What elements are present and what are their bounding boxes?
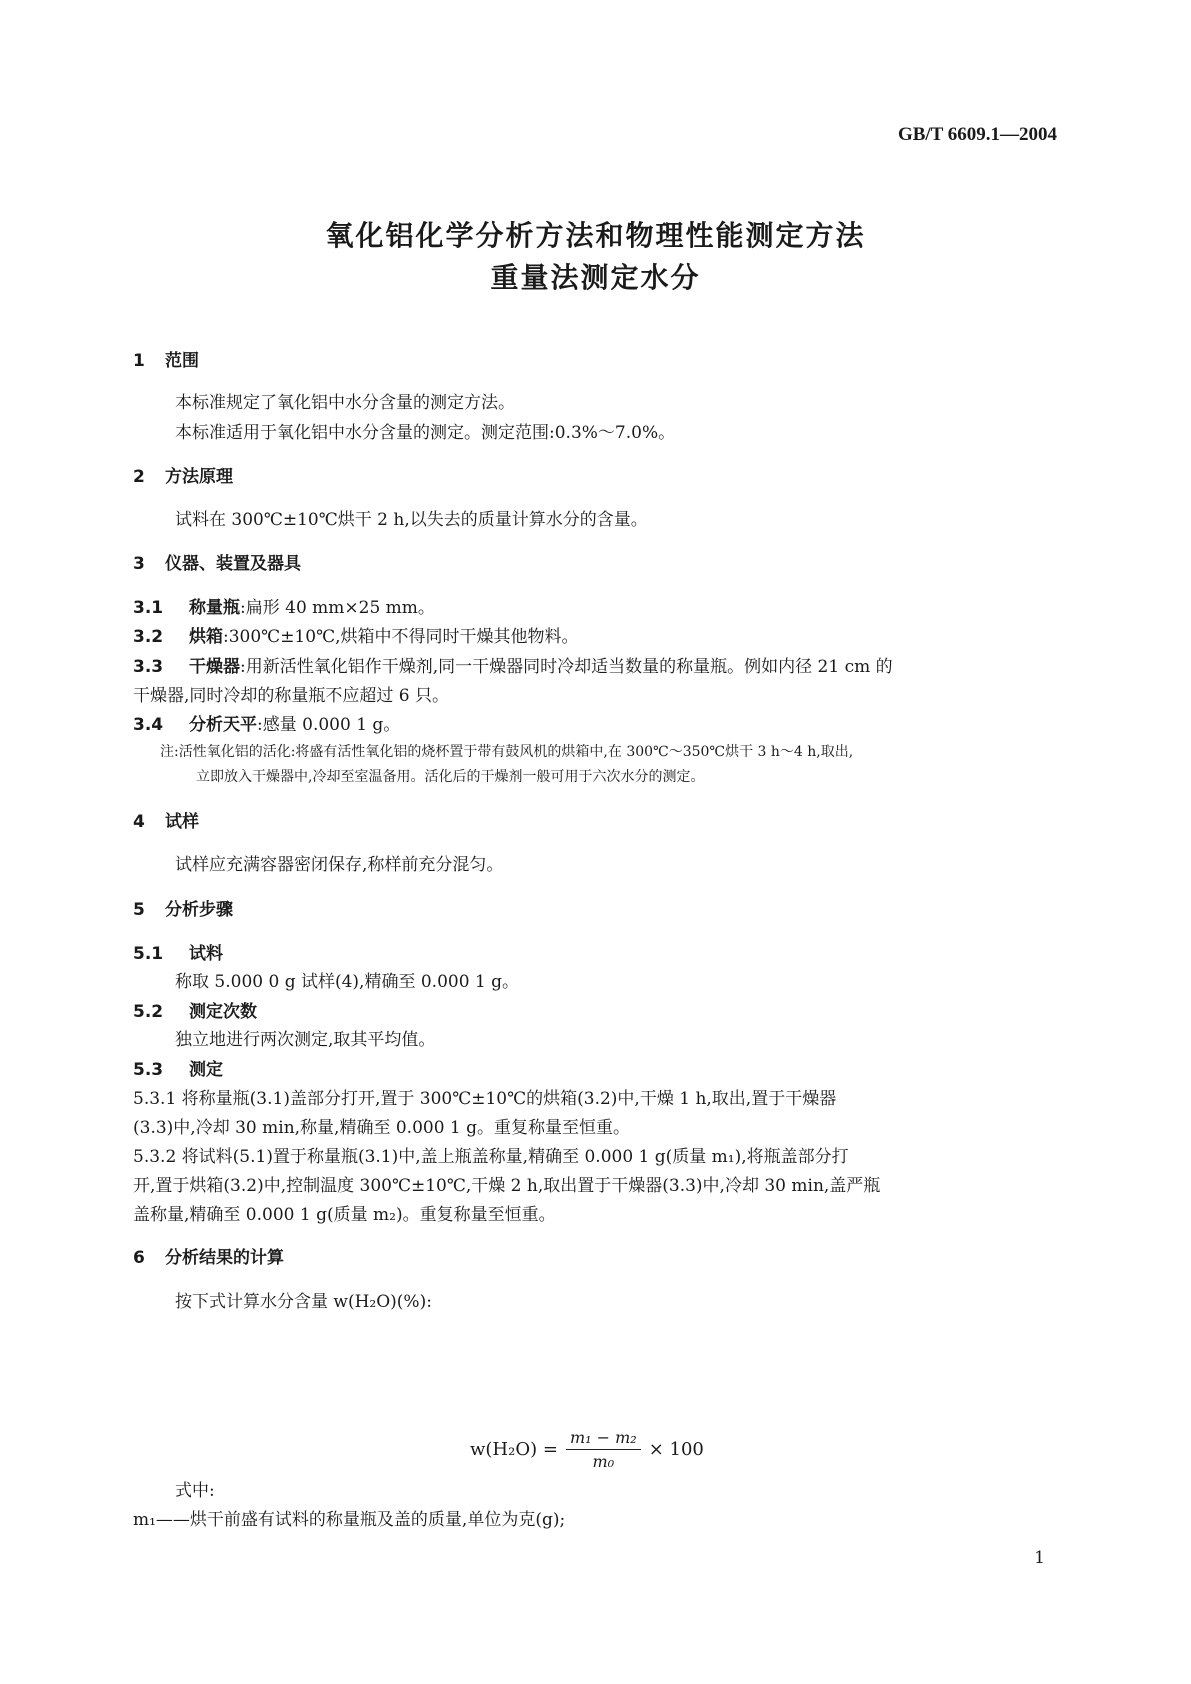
formula-lhs: w(H₂O) = xyxy=(470,1439,558,1460)
section-number: 6 xyxy=(133,1248,145,1268)
clause-5-3-1-continued: (3.3)中,冷却 30 min,称量,精确至 0.000 1 g。重复称量至恒重。 xyxy=(133,1118,631,1138)
formula-denominator: m₀ xyxy=(592,1452,615,1471)
clause-3-1 xyxy=(133,593,1058,618)
clause-text: :扁形 40 mm×25 mm。 xyxy=(240,598,435,618)
clause-term: 称量瓶 xyxy=(189,598,240,618)
paragraph: 试料在 300℃±10℃烘干 2 h,以失去的质量计算水分的含量。 xyxy=(175,510,648,530)
clause-5-1-heading xyxy=(133,939,1058,964)
section-title: 分析结果的计算 xyxy=(165,1248,284,1268)
note-continued: 立即放入干燥器中,冷却至室温备用。活化后的干燥剂一般可用于六次水分的测定。 xyxy=(196,769,705,785)
paragraph: 本标准规定了氧化铝中水分含量的测定方法。 xyxy=(175,393,515,413)
section-5-heading xyxy=(133,895,233,920)
clause-number: 5.2 xyxy=(133,1002,164,1022)
paragraph: 称取 5.000 0 g 试样(4),精确至 0.000 1 g。 xyxy=(175,972,520,992)
section-title: 范围 xyxy=(165,351,199,371)
paragraph: 式中: xyxy=(175,1481,215,1501)
clause-term: 测定次数 xyxy=(189,1002,257,1022)
clause-number: 5.3 xyxy=(133,1060,164,1080)
clause-text: :用新活性氧化铝作干燥剂,同一干燥器同时冷却适当数量的称量瓶。例如内径 21 cm 的 xyxy=(240,657,893,677)
section-number: 4 xyxy=(133,812,145,832)
formula xyxy=(470,1428,704,1471)
clause-term: 测定 xyxy=(189,1060,223,1080)
section-3-heading xyxy=(133,549,301,574)
page-number: 1 xyxy=(1034,1548,1045,1568)
section-2-heading xyxy=(133,462,233,487)
clause-number: 3.4 xyxy=(133,715,164,735)
section-title: 试样 xyxy=(165,812,199,832)
page-subtitle: 重量法测定水分 xyxy=(490,261,701,294)
section-4-heading xyxy=(133,807,199,832)
paragraph: 本标准适用于氧化铝中水分含量的测定。测定范围:0.3%～7.0%。 xyxy=(175,423,676,443)
standard-number: GB/T 6609.1—2004 xyxy=(897,124,1057,145)
clause-number: 3.3 xyxy=(133,657,164,677)
note: 注:活性氧化铝的活化:将盛有活性氧化铝的烧杯置于带有鼓风机的烘箱中,在 300℃～350℃烘干 3 h～4 h,取出, xyxy=(160,744,854,760)
clause-term: 干燥器 xyxy=(189,657,240,677)
section-1-heading xyxy=(133,346,199,371)
section-6-heading xyxy=(133,1243,284,1268)
page-title: 氧化铝化学分析方法和物理性能测定方法 xyxy=(325,219,866,252)
section-title: 仪器、装置及器具 xyxy=(165,554,301,574)
clause-3-4 xyxy=(133,710,1058,735)
section-number: 5 xyxy=(133,900,145,920)
section-title: 方法原理 xyxy=(165,467,233,487)
formula-numerator: m₁ − m₂ xyxy=(566,1428,641,1450)
clause-5-3-2: 5.3.2 将试料(5.1)置于称量瓶(3.1)中,盖上瓶盖称量,精确至 0.000 1 g(质量 m₁),将瓶盖部分打 xyxy=(133,1147,849,1167)
clause-text: :300℃±10℃,烘箱中不得同时干燥其他物料。 xyxy=(223,627,579,647)
section-title: 分析步骤 xyxy=(165,900,233,920)
clause-number: 5.1 xyxy=(133,944,164,964)
paragraph: 试样应充满容器密闭保存,称样前充分混匀。 xyxy=(175,855,504,875)
clause-5-3-2-continued: 开,置于烘箱(3.2)中,控制温度 300℃±10℃,干燥 2 h,取出置于干燥器(3.3)中,冷却 30 min,盖严瓶 xyxy=(133,1176,881,1196)
clause-5-3-heading xyxy=(133,1055,1058,1080)
clause-term: 试料 xyxy=(189,944,223,964)
variable-definition: m₁——烘干前盛有试料的称量瓶及盖的质量,单位为克(g); xyxy=(133,1510,566,1530)
clause-3-3-continued: 干燥器,同时冷却的称量瓶不应超过 6 只。 xyxy=(133,686,450,706)
clause-5-2-heading xyxy=(133,997,1058,1022)
paragraph: 独立地进行两次测定,取其平均值。 xyxy=(175,1030,436,1050)
clause-term: 烘箱 xyxy=(189,627,223,647)
clause-number: 3.2 xyxy=(133,627,164,647)
clause-term: 分析天平 xyxy=(189,715,257,735)
paragraph: 按下式计算水分含量 w(H₂O)(%): xyxy=(175,1292,432,1312)
section-number: 1 xyxy=(133,351,145,371)
clause-3-2 xyxy=(133,622,1058,647)
formula-fraction xyxy=(566,1428,641,1471)
clause-5-3-1: 5.3.1 将称量瓶(3.1)盖部分打开,置于 300℃±10℃的烘箱(3.2)中,干燥 1 h,取出,置于干燥器 xyxy=(133,1089,837,1109)
section-number: 2 xyxy=(133,467,145,487)
clause-3-3 xyxy=(133,652,1058,677)
clause-5-3-2-continued: 盖称量,精确至 0.000 1 g(质量 m₂)。重复称量至恒重。 xyxy=(133,1205,556,1225)
section-number: 3 xyxy=(133,554,145,574)
formula-rhs: × 100 xyxy=(648,1439,704,1460)
clause-text: :感量 0.000 1 g。 xyxy=(257,715,401,735)
clause-number: 3.1 xyxy=(133,598,164,618)
